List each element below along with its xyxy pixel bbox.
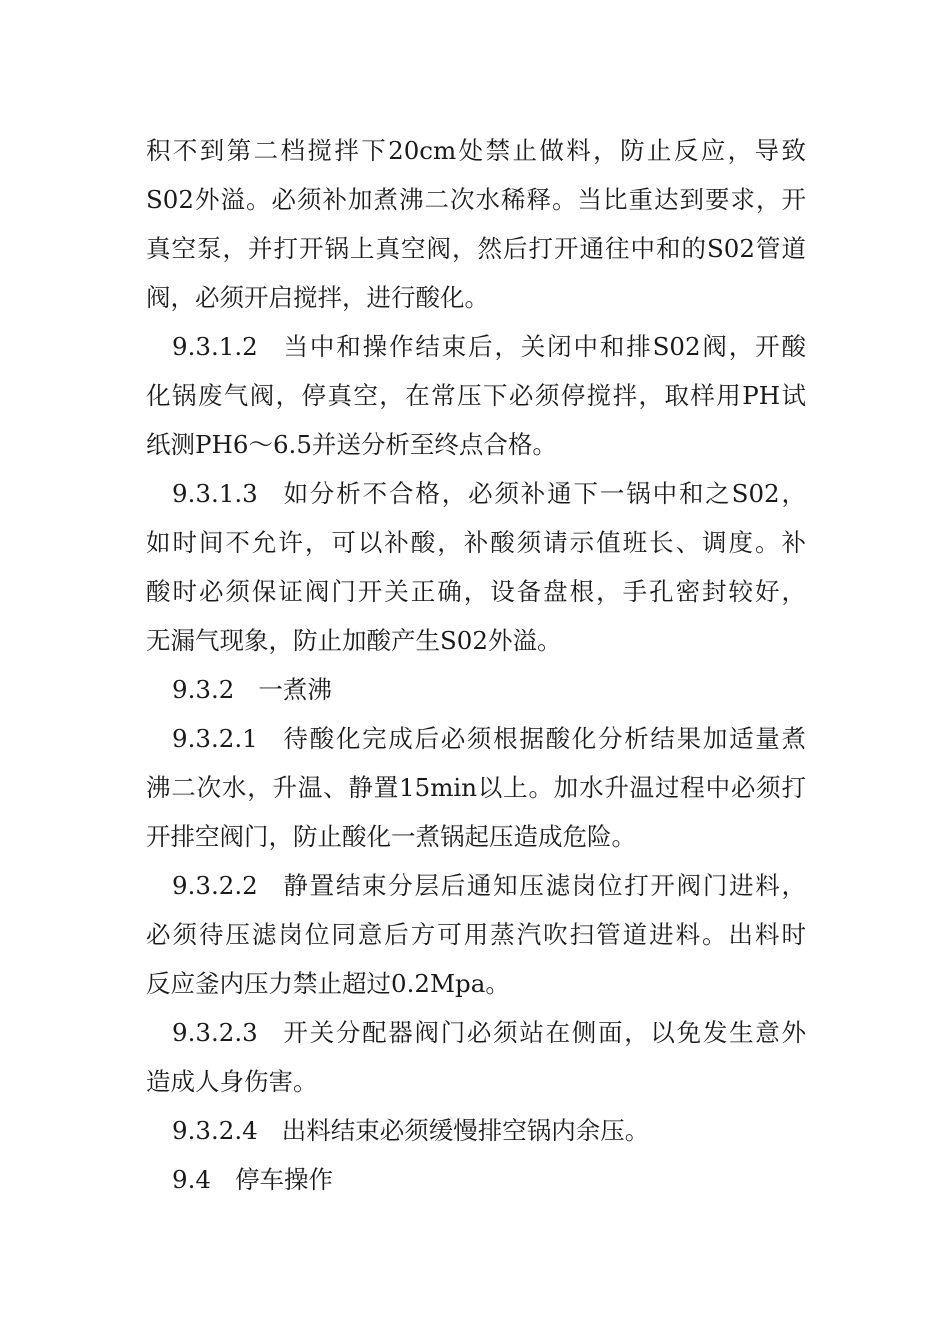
text-line: 纸测PH6～6.5并送分析至终点合格。 — [146, 430, 557, 459]
section-number: 9.4 — [172, 1165, 211, 1194]
section-number: 9.3.2.4 — [172, 1116, 258, 1145]
text-line — [146, 1155, 806, 1204]
line-text: 静置结束分层后通知压滤岗位打开阀门进料， — [281, 871, 806, 900]
text-line: 必须待压滤岗位同意后方可用蒸汽吹扫管道进料。出料时 — [146, 920, 806, 949]
text-line — [146, 322, 806, 371]
text-line: 如时间不允许，可以补酸，补酸须请示值班长、调度。补 — [146, 528, 806, 557]
heading-text: 一煮沸 — [258, 675, 332, 704]
text-line — [146, 861, 806, 910]
paragraph-9-3-2-2 — [146, 861, 806, 1008]
text-line: 无漏气现象，防止加酸产生S02外溢。 — [146, 626, 562, 655]
text-line: 积不到第二档搅拌下20cm处禁止做料，防止反应，导致 — [146, 136, 806, 165]
paragraph-9-3-1-2 — [146, 322, 806, 469]
text-line — [146, 1008, 806, 1057]
heading-9-4 — [146, 1155, 806, 1204]
paragraph-9-3-1-3 — [146, 469, 806, 665]
text-line: 酸时必须保证阀门开关正确，设备盘根，手孔密封较好， — [146, 577, 806, 606]
text-line — [146, 1106, 806, 1155]
paragraph-9-3-2-3 — [146, 1008, 806, 1106]
section-number: 9.3.1.3 — [172, 479, 258, 508]
line-text: 待酸化完成后必须根据酸化分析结果加适量煮 — [281, 724, 806, 753]
text-line — [146, 714, 806, 763]
text-line: 化锅废气阀，停真空，在常压下必须停搅拌，取样用PH试 — [146, 381, 806, 410]
heading-9-3-2 — [146, 665, 806, 714]
section-number: 9.3.2.1 — [172, 724, 258, 753]
line-text: 当中和操作结束后，关闭中和排S02阀，开酸 — [281, 332, 806, 361]
line-text: 开关分配器阀门必须站在侧面，以免发生意外 — [281, 1018, 806, 1047]
text-line: 开排空阀门，防止酸化一煮锅起压造成危险。 — [146, 822, 636, 851]
paragraph-9-3-2-1 — [146, 714, 806, 861]
heading-text: 停车操作 — [234, 1165, 333, 1194]
section-number: 9.3.1.2 — [172, 332, 258, 361]
section-number: 9.3.2.3 — [172, 1018, 258, 1047]
document-page — [146, 126, 806, 1204]
paragraph-9-3-2-4 — [146, 1106, 806, 1155]
line-text: 出料结束必须缓慢排空锅内余压。 — [281, 1116, 650, 1145]
text-line: 反应釜内压力禁止超过0.2Mpa。 — [146, 969, 510, 998]
line-text: 如分析不合格，必须补通下一锅中和之S02， — [281, 479, 806, 508]
text-line: 造成人身伤害。 — [146, 1067, 318, 1096]
text-line: 真空泵，并打开锅上真空阀，然后打开通往中和的S02管道 — [146, 234, 806, 263]
text-line — [146, 665, 806, 714]
paragraph-continued — [146, 126, 806, 322]
text-line: 沸二次水，升温、静置15min以上。加水升温过程中必须打 — [146, 773, 806, 802]
text-line — [146, 469, 806, 518]
section-number: 9.3.2 — [172, 675, 235, 704]
text-line: S02外溢。必须补加煮沸二次水稀释。当比重达到要求，开 — [146, 185, 806, 214]
section-number: 9.3.2.2 — [172, 871, 258, 900]
text-line: 阀，必须开启搅拌，进行酸化。 — [146, 283, 489, 312]
